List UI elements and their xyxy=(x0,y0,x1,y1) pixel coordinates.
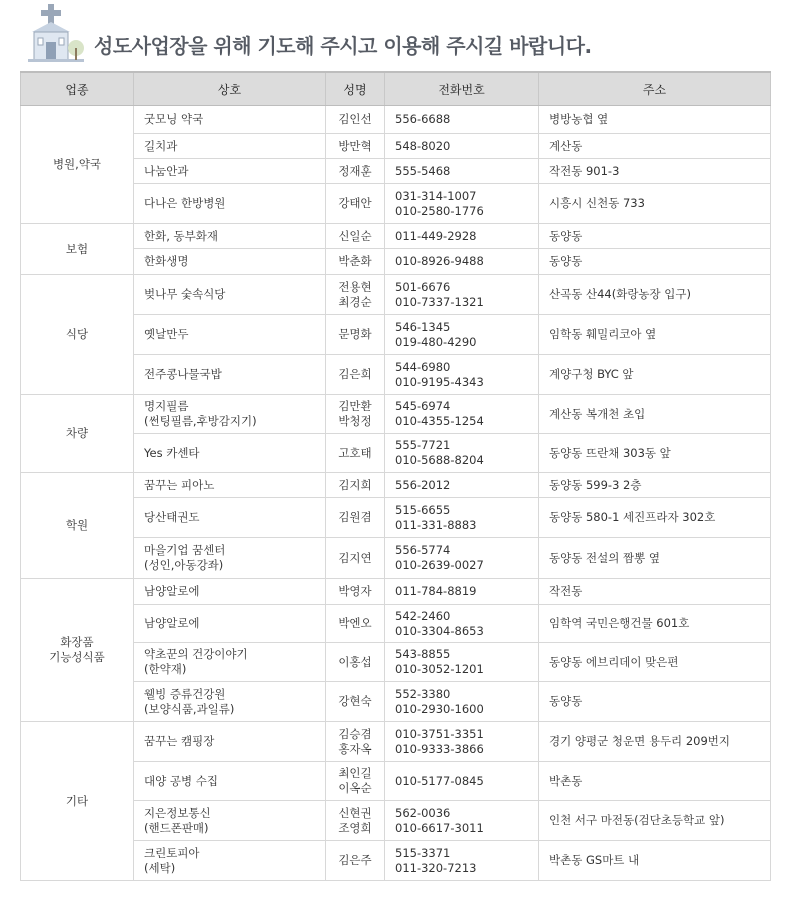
table-row xyxy=(21,106,771,134)
address-cell-line: 동양동 xyxy=(549,694,583,708)
phone-cell xyxy=(385,605,539,643)
owner-name-cell xyxy=(326,473,385,498)
table-row xyxy=(21,315,771,355)
address-cell xyxy=(539,315,771,355)
business-name-cell xyxy=(134,434,326,473)
phone-cell-line: 546-1345 xyxy=(395,319,451,334)
business-name-cell-line: 벚나무 숯속식당 xyxy=(144,287,226,301)
column-header-owner-name: 성명 xyxy=(326,72,385,106)
address-cell xyxy=(539,434,771,473)
address-cell-line: 산곡동 산44(화랑농장 입구) xyxy=(549,287,692,301)
phone-cell xyxy=(385,762,539,801)
owner-name-cell-line: 김지희 xyxy=(338,477,372,492)
table-row xyxy=(21,841,771,881)
business-name-cell xyxy=(134,722,326,762)
table-row xyxy=(21,224,771,249)
category-cell-line: 기능성식품 xyxy=(49,650,105,664)
business-name-cell xyxy=(134,841,326,881)
business-name-cell-line: 전주콩나물국밥 xyxy=(144,367,222,381)
business-name-cell-line: 한화생명 xyxy=(144,254,189,268)
phone-cell-line: 562-0036 xyxy=(395,805,451,820)
owner-name-cell xyxy=(326,395,385,434)
address-cell xyxy=(539,184,771,224)
owner-name-cell-line: 김승겸 xyxy=(338,726,372,741)
owner-name-cell-line: 고호태 xyxy=(338,445,372,460)
phone-cell-line: 031-314-1007 xyxy=(395,188,477,203)
owner-name-cell-line: 박춘화 xyxy=(338,254,372,268)
address-cell xyxy=(539,249,771,275)
phone-cell-line: 011-331-8883 xyxy=(395,517,477,532)
column-header-phone: 전화번호 xyxy=(385,72,539,106)
table-row xyxy=(21,184,771,224)
address-cell-line: 임학역 국민은행건물 601호 xyxy=(549,616,690,630)
table-body xyxy=(21,106,771,881)
business-name-cell-line: 남양알로에 xyxy=(144,616,200,630)
phone-cell xyxy=(385,315,539,355)
table-row xyxy=(21,434,771,473)
category-cell xyxy=(21,395,134,473)
address-cell-line: 박촌동 xyxy=(549,773,583,788)
owner-name-cell-line: 김은희 xyxy=(338,367,372,381)
address-cell xyxy=(539,355,771,395)
phone-cell xyxy=(385,184,539,224)
phone-cell-line: 556-6688 xyxy=(395,112,451,126)
phone-cell-line: 515-3371 xyxy=(395,845,451,860)
phone-cell xyxy=(385,722,539,762)
phone-cell-line: 542-2460 xyxy=(395,608,451,623)
table-row xyxy=(21,498,771,538)
phone-cell xyxy=(385,224,539,249)
owner-name-cell-line: 홍자옥 xyxy=(338,741,372,756)
phone-cell-line: 543-8855 xyxy=(395,647,451,661)
phone-cell-line: 010-2580-1776 xyxy=(395,203,484,218)
business-name-cell-line: 한화, 동부화재 xyxy=(144,228,218,243)
business-name-cell-line: 약초꾼의 건강이야기 xyxy=(144,647,248,661)
owner-name-cell xyxy=(326,355,385,395)
phone-cell-line: 010-5688-8204 xyxy=(395,453,484,467)
address-cell xyxy=(539,605,771,643)
phone-cell-line: 010-6617-3011 xyxy=(395,820,484,835)
business-name-cell xyxy=(134,134,326,159)
owner-name-cell xyxy=(326,184,385,224)
address-cell-line: 계산동 복개천 초입 xyxy=(549,406,646,421)
address-cell-line: 동양동 전설의 짬뽕 옆 xyxy=(549,550,660,565)
business-name-cell-line: (핸드폰판매) xyxy=(144,820,209,835)
address-cell xyxy=(539,682,771,722)
phone-cell-line: 019-480-4290 xyxy=(395,334,477,349)
business-name-cell xyxy=(134,762,326,801)
phone-cell-line: 010-3304-8653 xyxy=(395,623,484,638)
phone-cell-line: 010-2930-1600 xyxy=(395,701,484,716)
owner-name-cell-line: 박엔오 xyxy=(338,616,372,630)
table-row xyxy=(21,801,771,841)
owner-name-cell xyxy=(326,159,385,184)
business-name-cell xyxy=(134,579,326,605)
table-row xyxy=(21,722,771,762)
business-name-cell xyxy=(134,473,326,498)
address-cell xyxy=(539,762,771,801)
phone-cell-line: 515-6655 xyxy=(395,502,451,517)
business-name-cell xyxy=(134,355,326,395)
owner-name-cell xyxy=(326,538,385,579)
address-cell-line: 임학동 훼밀리코아 옆 xyxy=(549,327,657,341)
business-name-cell xyxy=(134,249,326,275)
address-cell xyxy=(539,106,771,134)
owner-name-cell-line: 강태안 xyxy=(338,196,372,210)
category-cell xyxy=(21,722,134,881)
business-name-cell-line: (보양식품,과일류) xyxy=(144,701,235,716)
category-cell xyxy=(21,579,134,722)
address-cell xyxy=(539,538,771,579)
category-cell-line: 식당 xyxy=(65,327,89,341)
business-name-cell-line: 웰빙 증류건강원 xyxy=(144,686,226,701)
phone-cell xyxy=(385,538,539,579)
phone-cell xyxy=(385,275,539,315)
business-name-cell-line: 꿈꾸는 피아노 xyxy=(144,477,215,492)
address-cell-line: 인천 서구 마전동(검단초등학교 앞) xyxy=(549,813,725,827)
owner-name-cell-line: 신일순 xyxy=(338,228,372,243)
owner-name-cell xyxy=(326,605,385,643)
category-cell xyxy=(21,275,134,395)
address-cell-line: 동양동 에브리데이 맞은편 xyxy=(549,654,679,669)
table-row xyxy=(21,605,771,643)
table-row xyxy=(21,538,771,579)
table-row xyxy=(21,682,771,722)
phone-cell-line: 548-8020 xyxy=(395,138,451,153)
business-name-cell-line: 옛날만두 xyxy=(144,327,189,341)
phone-cell-line: 545-6974 xyxy=(395,399,451,413)
address-cell-line: 작전동 xyxy=(549,584,583,598)
column-header-business-name: 상호 xyxy=(134,72,326,106)
owner-name-cell xyxy=(326,762,385,801)
phone-cell xyxy=(385,106,539,134)
business-name-cell xyxy=(134,184,326,224)
address-cell-line: 동양동 뜨란채 303동 앞 xyxy=(549,445,671,460)
phone-cell xyxy=(385,159,539,184)
column-header-category: 업종 xyxy=(21,72,134,106)
owner-name-cell xyxy=(326,643,385,682)
address-cell xyxy=(539,224,771,249)
business-name-cell xyxy=(134,801,326,841)
owner-name-cell-line: 박청정 xyxy=(338,414,372,428)
business-name-cell-line: (썬팅필름,후방감지기) xyxy=(144,414,257,428)
page-header xyxy=(20,0,780,68)
phone-cell-line: 010-5177-0845 xyxy=(395,773,484,788)
phone-cell xyxy=(385,395,539,434)
business-name-cell xyxy=(134,315,326,355)
owner-name-cell xyxy=(326,224,385,249)
owner-name-cell-line: 문명화 xyxy=(338,327,372,341)
owner-name-cell-line: 이홍섭 xyxy=(338,654,372,669)
address-cell-line: 동양동 599-3 2층 xyxy=(549,477,642,492)
phone-cell-line: 552-3380 xyxy=(395,686,451,701)
business-name-cell-line: 다나은 한방병원 xyxy=(144,196,226,210)
owner-name-cell xyxy=(326,841,385,881)
phone-cell xyxy=(385,434,539,473)
business-name-cell xyxy=(134,538,326,579)
table-row xyxy=(21,275,771,315)
category-cell xyxy=(21,224,134,275)
address-cell xyxy=(539,643,771,682)
business-name-cell-line: (한약재) xyxy=(144,662,187,676)
address-cell-line: 작전동 901-3 xyxy=(549,163,620,178)
table-header-row xyxy=(21,72,771,106)
table-row xyxy=(21,473,771,498)
table-row xyxy=(21,355,771,395)
table-row xyxy=(21,762,771,801)
business-name-cell-line: 길치과 xyxy=(144,138,178,153)
phone-cell-line: 556-2012 xyxy=(395,477,451,492)
phone-cell-line: 011-449-2928 xyxy=(395,228,477,243)
address-cell-line: 계양구청 BYC 앞 xyxy=(549,367,634,381)
business-name-cell-line: 꿈꾸는 캠핑장 xyxy=(144,734,215,748)
phone-cell-line: 556-5774 xyxy=(395,543,451,557)
table-row xyxy=(21,579,771,605)
category-cell-line: 화장품 xyxy=(60,635,94,649)
phone-cell-line: 555-5468 xyxy=(395,163,451,178)
phone-cell xyxy=(385,841,539,881)
business-name-cell xyxy=(134,643,326,682)
category-cell xyxy=(21,106,134,224)
owner-name-cell xyxy=(326,315,385,355)
owner-name-cell-line: 김은주 xyxy=(338,853,372,867)
owner-name-cell-line: 김인선 xyxy=(338,112,372,126)
address-cell-line: 시흥시 신천동 733 xyxy=(549,196,645,210)
phone-cell xyxy=(385,473,539,498)
phone-cell xyxy=(385,801,539,841)
owner-name-cell-line: 정재훈 xyxy=(338,163,372,178)
address-cell xyxy=(539,722,771,762)
business-name-cell-line: 굿모닝 약국 xyxy=(144,112,204,126)
phone-cell-line: 010-7337-1321 xyxy=(395,294,484,309)
owner-name-cell xyxy=(326,722,385,762)
phone-cell xyxy=(385,134,539,159)
owner-name-cell-line: 김원겸 xyxy=(338,510,372,524)
owner-name-cell xyxy=(326,249,385,275)
address-cell-line: 병방농협 옆 xyxy=(549,112,609,126)
phone-cell-line: 010-3751-3351 xyxy=(395,726,484,741)
address-cell-line: 동양동 580-1 세진프라자 302호 xyxy=(549,510,716,524)
address-cell xyxy=(539,841,771,881)
business-name-cell xyxy=(134,682,326,722)
phone-cell-line: 010-8926-9488 xyxy=(395,254,484,268)
table-row xyxy=(21,249,771,275)
table-row xyxy=(21,134,771,159)
business-name-cell xyxy=(134,395,326,434)
address-cell xyxy=(539,579,771,605)
address-cell xyxy=(539,134,771,159)
business-name-cell-line: 나눔안과 xyxy=(144,163,189,178)
church-icon xyxy=(26,2,90,64)
phone-cell xyxy=(385,498,539,538)
owner-name-cell xyxy=(326,134,385,159)
owner-name-cell-line: 강현숙 xyxy=(338,694,372,708)
owner-name-cell-line: 이옥순 xyxy=(338,781,372,795)
business-name-cell-line: 명지필름 xyxy=(144,399,189,413)
owner-name-cell-line: 최경순 xyxy=(338,294,372,309)
address-cell-line: 경기 양평군 청운면 용두리 209번지 xyxy=(549,734,730,748)
phone-cell-line: 501-6676 xyxy=(395,279,451,294)
business-name-cell xyxy=(134,159,326,184)
business-name-cell xyxy=(134,275,326,315)
owner-name-cell-line: 김만환 xyxy=(338,399,372,413)
address-cell xyxy=(539,498,771,538)
owner-name-cell xyxy=(326,682,385,722)
phone-cell-line: 010-2639-0027 xyxy=(395,558,484,572)
table-row xyxy=(21,159,771,184)
business-name-cell xyxy=(134,106,326,134)
phone-cell-line: 555-7721 xyxy=(395,438,451,452)
phone-cell xyxy=(385,579,539,605)
business-name-cell-line: 남양알로에 xyxy=(144,584,200,598)
owner-name-cell-line: 방만혁 xyxy=(338,138,372,153)
business-name-cell-line: (성인,아동강좌) xyxy=(144,558,224,572)
owner-name-cell-line: 조영희 xyxy=(338,820,372,835)
business-name-cell xyxy=(134,498,326,538)
owner-name-cell xyxy=(326,498,385,538)
business-name-cell-line: 크린토피아 xyxy=(144,845,200,860)
address-cell xyxy=(539,801,771,841)
address-cell xyxy=(539,473,771,498)
business-name-cell-line: 마을기업 꿈센터 xyxy=(144,543,226,557)
phone-cell-line: 010-9333-3866 xyxy=(395,741,484,756)
category-cell-line: 기타 xyxy=(65,793,89,808)
address-cell-line: 동양동 xyxy=(549,254,583,268)
page-title: 성도사업장을 위해 기도해 주시고 이용해 주시길 바랍니다. xyxy=(94,34,592,58)
owner-name-cell-line: 김지연 xyxy=(338,550,372,565)
owner-name-cell-line: 박영자 xyxy=(338,584,372,598)
phone-cell xyxy=(385,355,539,395)
category-cell xyxy=(21,473,134,579)
category-cell-line: 보험 xyxy=(65,241,89,256)
business-name-cell-line: 대양 공병 수집 xyxy=(144,773,218,788)
phone-cell xyxy=(385,249,539,275)
owner-name-cell-line: 신현권 xyxy=(338,805,372,820)
business-name-cell-line: 지은정보통신 xyxy=(144,805,211,820)
business-name-cell-line: (세탁) xyxy=(144,860,176,875)
business-name-cell xyxy=(134,605,326,643)
phone-cell xyxy=(385,682,539,722)
phone-cell-line: 011-784-8819 xyxy=(395,584,477,598)
category-cell-line: 학원 xyxy=(65,518,89,532)
address-cell xyxy=(539,275,771,315)
owner-name-cell xyxy=(326,434,385,473)
business-name-cell-line: 당산태권도 xyxy=(144,510,200,524)
business-directory-table xyxy=(20,71,771,881)
business-name-cell-line: Yes 카센타 xyxy=(144,445,200,460)
owner-name-cell xyxy=(326,275,385,315)
address-cell-line: 계산동 xyxy=(549,138,583,153)
address-cell-line: 동양동 xyxy=(549,228,583,243)
address-cell-line: 박촌동 GS마트 내 xyxy=(549,853,640,867)
owner-name-cell xyxy=(326,106,385,134)
address-cell xyxy=(539,159,771,184)
address-cell xyxy=(539,395,771,434)
owner-name-cell-line: 최인길 xyxy=(338,766,372,780)
table-row xyxy=(21,643,771,682)
phone-cell-line: 010-4355-1254 xyxy=(395,414,484,428)
phone-cell xyxy=(385,643,539,682)
phone-cell-line: 010-3052-1201 xyxy=(395,662,484,676)
column-header-address: 주소 xyxy=(539,72,771,106)
phone-cell-line: 544-6980 xyxy=(395,359,451,374)
owner-name-cell xyxy=(326,579,385,605)
phone-cell-line: 010-9195-4343 xyxy=(395,374,484,389)
phone-cell-line: 011-320-7213 xyxy=(395,860,477,875)
category-cell-line: 차량 xyxy=(65,426,89,440)
category-cell-line: 병원,약국 xyxy=(52,157,102,171)
business-name-cell xyxy=(134,224,326,249)
owner-name-cell xyxy=(326,801,385,841)
table-row xyxy=(21,395,771,434)
owner-name-cell-line: 전용현 xyxy=(338,279,372,294)
